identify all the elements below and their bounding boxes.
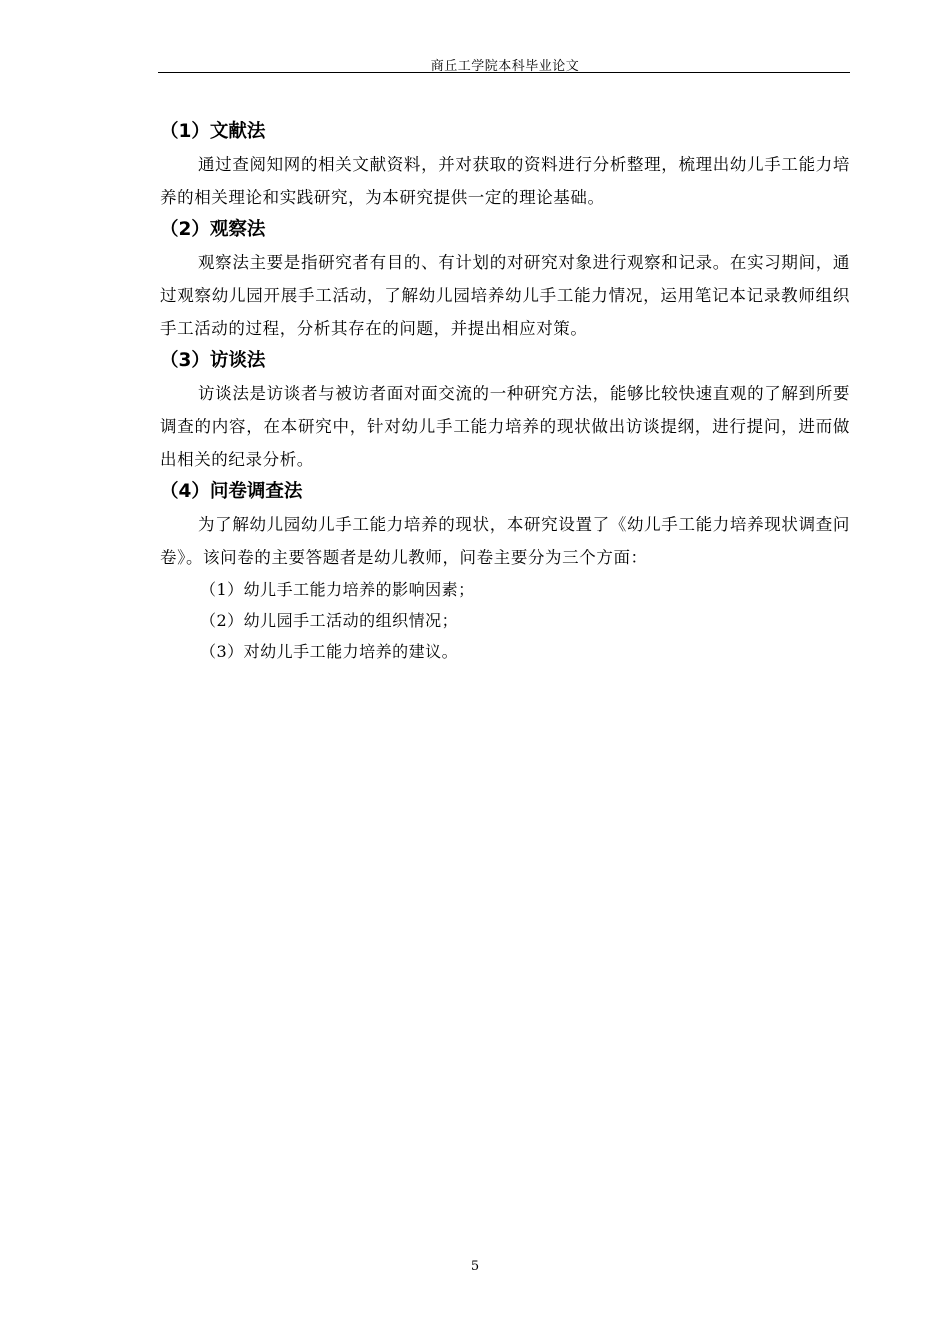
section-observation-method [160,214,850,345]
page-number: 5 [470,1259,480,1274]
section-paragraph: 为了解幼儿园幼儿手工能力培养的现状，本研究设置了《幼儿手工能力培养现状调查问卷》。该问卷的主要答题者是幼儿教师，问卷主要分为三个方面： [160,515,850,567]
list-item: （3）对幼儿手工能力培养的建议。 [200,642,459,661]
header-rule [158,72,850,73]
section-paragraph: 通过查阅知网的相关文献资料，并对获取的资料进行分析整理，梳理出幼儿手工能力培养的相关理论和实践研究，为本研究提供一定的理论基础。 [160,155,850,207]
section-paragraph: 观察法主要是指研究者有目的、有计划的对研究对象进行观察和记录。在实习期间，通过观察幼儿园开展手工活动，了解幼儿园培养幼儿手工能力情况，运用笔记本记录教师组织手工活动的过程，分析其存在的问题，并提出相应对策。 [160,253,850,338]
section-questionnaire-method [160,476,850,667]
section-heading: （3）访谈法 [160,350,266,371]
page-body [160,116,850,667]
questionnaire-aspects-list [160,574,850,667]
section-paragraph: 访谈法是访谈者与被访者面对面交流的一种研究方法，能够比较快速直观的了解到所要调查的内容，在本研究中，针对幼儿手工能力培养的现状做出访谈提纲，进行提问，进而做出相关的纪录分析。 [160,384,850,469]
section-heading: （4）问卷调查法 [160,481,303,502]
list-item: （2）幼儿园手工活动的组织情况； [200,611,459,630]
running-header: 商丘工学院本科毕业论文 [430,59,580,74]
section-heading: （1）文献法 [160,121,266,142]
section-interview-method [160,345,850,476]
list-item: （1）幼儿手工能力培养的影响因素； [200,580,475,599]
section-heading: （2）观察法 [160,219,266,240]
section-literature-method [160,116,850,214]
